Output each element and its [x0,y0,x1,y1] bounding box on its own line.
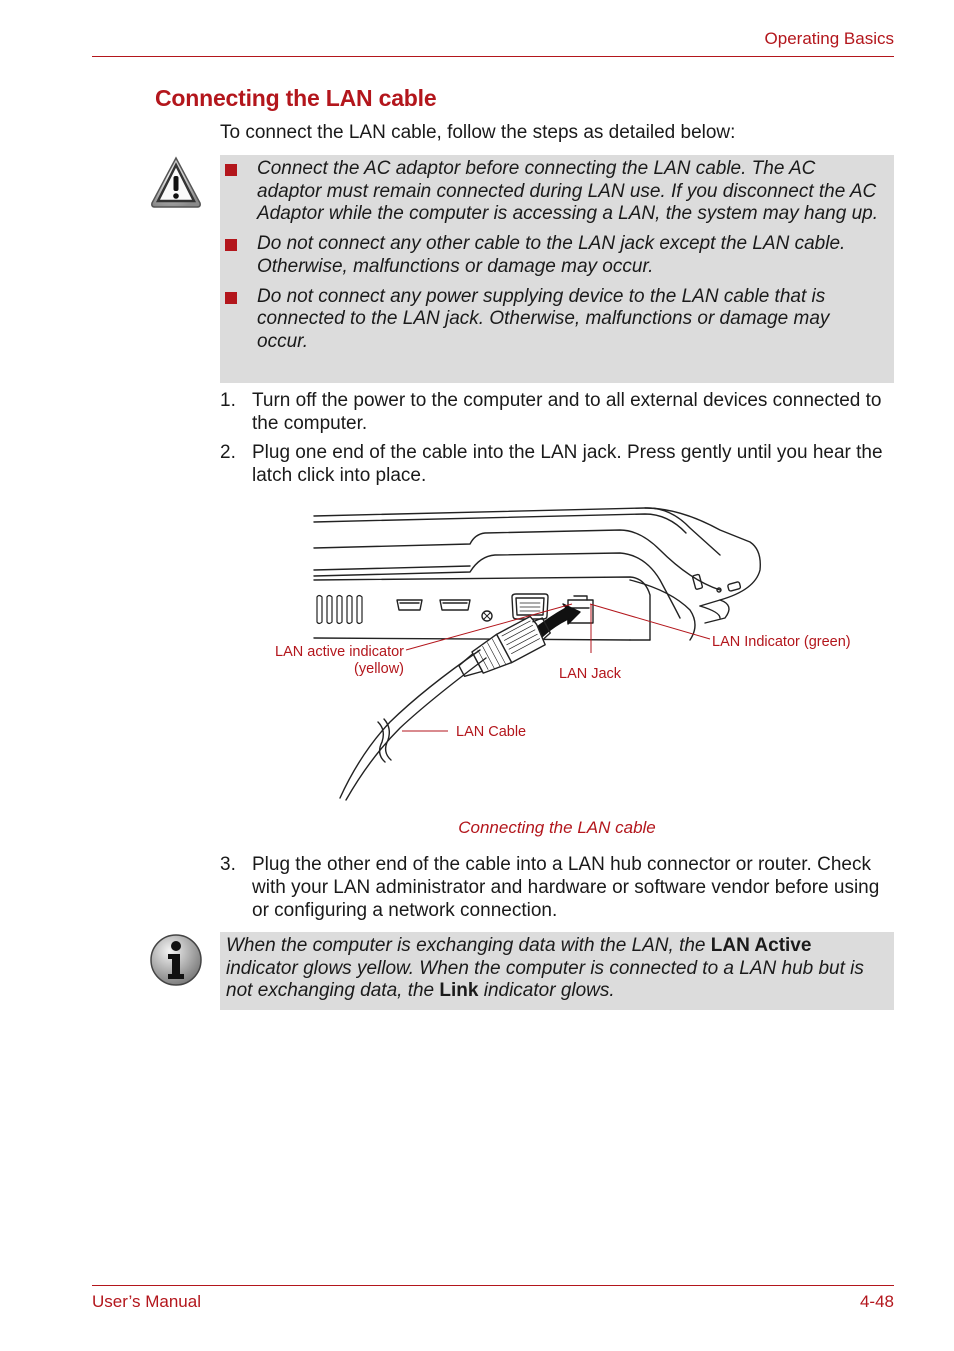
header-rule [92,56,894,57]
caution-icon [150,156,202,210]
warning-text: Do not connect any power supplying device to the LAN cable that is connected to the LAN jack. Otherwise, malfunctions or damage may occur. [257,285,830,352]
note-bold-lan-active: LAN Active [710,935,812,956]
bullet-square-icon [225,239,237,251]
label-lan-active-yellow: (yellow) [354,661,404,677]
warning-item [220,286,884,354]
bullet-square-icon [225,164,237,176]
warning-item [220,233,884,278]
step-item [220,389,900,435]
section-title: Connecting the LAN cable [155,85,437,111]
note-bold-link: Link [439,980,479,1002]
step-item [220,853,900,922]
label-lan-jack: LAN Jack [559,666,622,682]
note-box [220,932,894,1010]
warning-item [220,158,884,226]
figure-caption: Connecting the LAN cable [458,818,656,837]
step-number: 2. [220,442,236,463]
lan-connection-figure [250,500,880,805]
note-text: When the computer is exchanging data with the LAN, the [226,935,711,956]
step-text: Turn off the power to the computer and to all external devices connected to the computer. [252,390,882,434]
note-text: indicator glows yellow. When the computer is connected to a LAN hub but is not exchanging data, the [226,957,864,1002]
footer-rule [92,1285,894,1286]
label-lan-indicator-green: LAN Indicator (green) [712,634,851,650]
step-number: 1. [220,390,236,411]
page-number: 4-48 [859,1292,894,1311]
step-number: 3. [220,854,236,875]
bullet-square-icon [225,292,237,304]
label-lan-active-indicator: LAN active indicator [275,644,404,660]
warning-box [220,155,894,383]
running-header: Operating Basics [764,29,894,48]
warning-text: Do not connect any other cable to the LAN jack except the LAN cable. Otherwise, malfunctions or damage may occur. [257,233,846,277]
label-lan-cable: LAN Cable [456,724,527,740]
info-icon [149,933,203,987]
step-text: Plug the other end of the cable into a LAN hub connector or router. Check with your LAN administrator and hardware or software vendor before using or configuring a network connection. [252,854,880,921]
intro-text: To connect the LAN cable, follow the steps as detailed below: [220,122,736,143]
warning-text: Connect the AC adaptor before connecting the LAN cable. The AC adaptor must remain connected during LAN use. If you disconnect the AC Adaptor while the computer is accessing a LAN, the system may hang up. [257,158,878,225]
footer-manual-title: User’s Manual [92,1292,201,1311]
note-text: indicator glows. [478,980,615,1002]
step-text: Plug one end of the cable into the LAN jack. Press gently until you hear the latch click into place. [252,442,883,486]
step-item [220,441,900,487]
